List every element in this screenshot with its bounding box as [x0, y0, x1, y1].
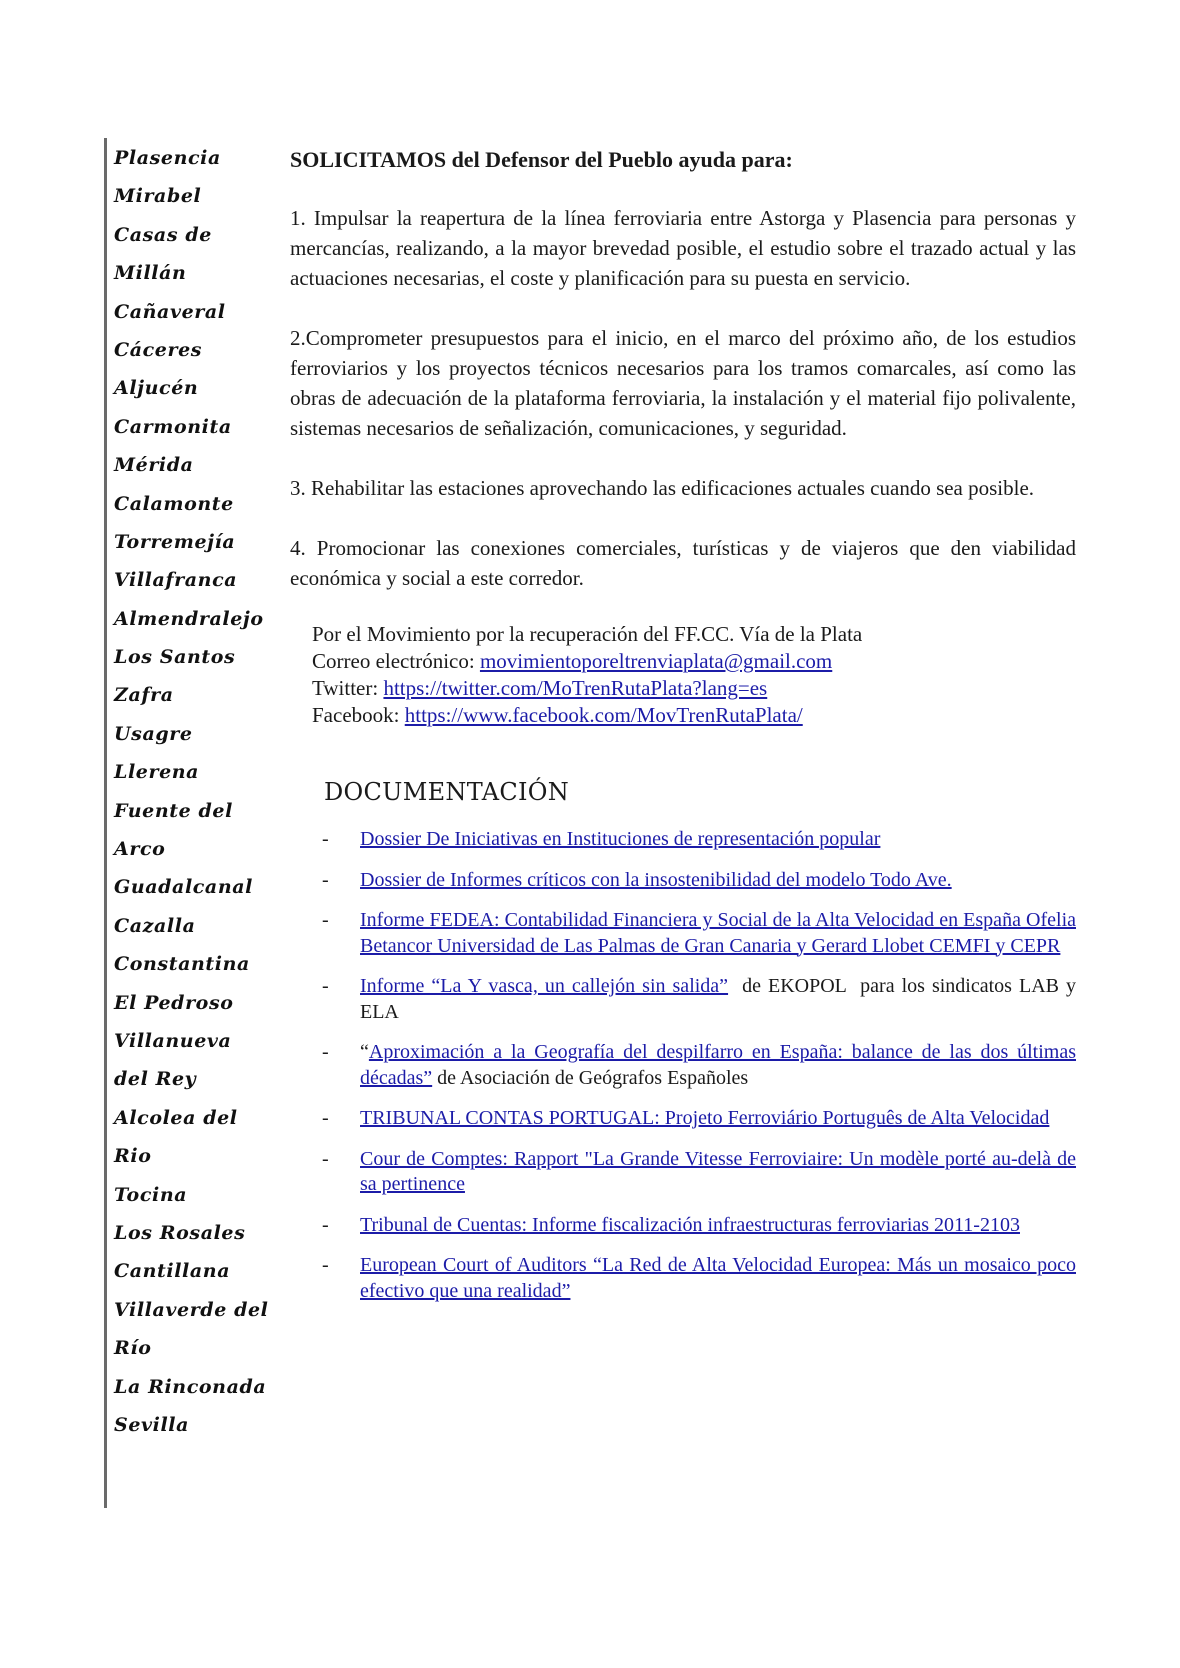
- twitter-line: [312, 675, 1076, 702]
- facebook-link[interactable]: https://www.facebook.com/MovTrenRutaPlata/: [404, 703, 803, 727]
- doc-item: [322, 1213, 1076, 1239]
- twitter-link[interactable]: https://twitter.com/MoTrenRutaPlata?lang=es: [383, 676, 768, 700]
- station-name: Río: [114, 1337, 152, 1360]
- left-vertical-rule: [104, 138, 107, 1508]
- station-name: Plasencia: [114, 147, 221, 169]
- doc-item: [322, 1253, 1076, 1304]
- doc-link[interactable]: Aproximación a la Geografía del despilfarro en España: balance de las dos últimas décadas”: [360, 1041, 1076, 1089]
- dash-bullet-icon: -: [322, 909, 329, 931]
- station-name: Villaverde del: [114, 1298, 269, 1321]
- station-name: Rio: [114, 1145, 152, 1168]
- dash-bullet-icon: -: [322, 975, 329, 997]
- dash-bullet-icon: -: [322, 1147, 329, 1170]
- station-name: Aljucén: [114, 377, 199, 400]
- doc-item: [322, 868, 1076, 894]
- station-name: Zafra: [114, 684, 174, 707]
- doc-link[interactable]: Tribunal de Cuentas: Informe fiscalización infraestructuras ferroviarias 2011-2103: [360, 1213, 1020, 1236]
- dash-bullet-icon: -: [322, 828, 329, 850]
- doc-suffix: de Asociación de Geógrafos Españoles: [432, 1066, 749, 1089]
- station-name: Villafranca: [114, 569, 238, 592]
- station-name: Cazalla: [114, 914, 196, 937]
- email-line: [312, 648, 1076, 675]
- station-name: Carmonita: [114, 415, 232, 438]
- contact-block: [312, 621, 1076, 729]
- station-name: Fuente del: [114, 799, 233, 822]
- dash-bullet-icon: -: [322, 1254, 329, 1276]
- station-name: Llerena: [114, 761, 200, 784]
- station-name: Villanueva: [114, 1029, 232, 1052]
- request-item-1: 1. Impulsar la reapertura de la línea ferroviaria entre Astorga y Plasencia para personas y mercancías, realizando, a la mayor brevedad posible, el estudio sobre el trazado actual y las actuaciones necesarias, el coste y planificación para su puesta en servicio.: [290, 206, 1076, 290]
- doc-link[interactable]: Dossier de Informes críticos con la insostenibilidad del modelo Todo Ave.: [360, 868, 952, 891]
- documentation-title: DOCUMENTACIÓN: [324, 778, 570, 806]
- request-item-2: 2.Comprometer presupuestos para el inicio, en el marco del próximo año, de los estudios ferroviarios y los proyectos técnicos necesarios para los tramos comarcales, así como las obras de adecuación de la plataforma ferroviaria, la instalación y el material fijo polivalente, sistemas necesarios de señalización, comunicaciones, y seguridad.: [290, 326, 1076, 440]
- station-name: Casas de: [114, 223, 212, 246]
- doc-link[interactable]: Informe “La Y vasca, un callejón sin salida”: [360, 975, 729, 997]
- station-name: Mérida: [114, 454, 194, 477]
- facebook-line: [312, 702, 1076, 729]
- station-name: El Pedroso: [114, 991, 234, 1014]
- doc-item: [322, 974, 1081, 1025]
- dash-bullet-icon: -: [322, 1107, 329, 1129]
- station-name: Torremejía: [114, 530, 236, 553]
- station-name: Guadalcanal: [114, 876, 253, 899]
- dash-bullet-icon: -: [322, 868, 329, 891]
- station-name: Sevilla: [114, 1413, 190, 1436]
- main-content: [290, 145, 1081, 1319]
- doc-link[interactable]: TRIBUNAL CONTAS PORTUGAL: Projeto Ferroviário Português de Alta Velocidad: [360, 1107, 1050, 1129]
- twitter-label: Twitter:: [312, 676, 384, 700]
- documentation-list: [322, 827, 1081, 1304]
- station-list: [114, 139, 284, 1444]
- request-item-4: 4. Promocionar las conexiones comerciales, turísticas y de viajeros que den viabilidad económica y social a este corredor.: [290, 536, 1076, 590]
- dash-bullet-icon: -: [322, 1213, 329, 1236]
- facebook-label: Facebook:: [312, 703, 405, 727]
- station-name: del Rey: [114, 1068, 197, 1091]
- doc-link[interactable]: Cour de Comptes: Rapport "La Grande Vitesse Ferroviaire: Un modèle porté au-delà de sa pertinence: [360, 1147, 1076, 1195]
- station-name: Usagre: [114, 722, 193, 745]
- request-item-3: 3. Rehabilitar las estaciones aprovechando las edificaciones actuales cuando sea posible.: [290, 476, 1035, 500]
- station-name: La Rinconada: [114, 1375, 267, 1398]
- station-name: Millán: [114, 262, 187, 285]
- station-name: Cáceres: [114, 338, 203, 361]
- doc-item: [322, 1106, 1076, 1132]
- doc-item: [322, 827, 1076, 853]
- station-name: Los Rosales: [114, 1221, 246, 1244]
- doc-item: [322, 1147, 1076, 1198]
- signature-line: Por el Movimiento por la recuperación del FF.CC. Vía de la Plata: [312, 622, 863, 646]
- doc-link[interactable]: Informe FEDEA: Contabilidad Financiera y Social de la Alta Velocidad en España Ofelia Betancor Universidad de Las Palmas de Gran Canaria y Gerard Llobet CEMFI y CEPR: [360, 909, 1076, 957]
- station-name: Alcolea del: [114, 1106, 238, 1129]
- doc-link[interactable]: Dossier De Iniciativas en Instituciones de representación popular: [360, 828, 881, 850]
- station-name: Almendralejo: [114, 607, 264, 630]
- station-name: Arco: [114, 838, 166, 861]
- station-name: Tocina: [114, 1183, 188, 1206]
- station-name: Calamonte: [114, 492, 234, 515]
- doc-suffix: de EKOPOL para los sindicatos LAB y ELA: [360, 975, 1081, 1023]
- request-heading: SOLICITAMOS del Defensor del Pueblo ayuda para:: [290, 147, 793, 172]
- email-link[interactable]: movimientoporeltrenviaplata@gmail.com: [479, 649, 833, 673]
- station-name: Constantina: [114, 953, 250, 976]
- station-name: Mirabel: [114, 185, 202, 208]
- doc-prefix: “: [360, 1041, 369, 1063]
- station-name: Los Santos: [114, 646, 236, 669]
- doc-item: [322, 1040, 1076, 1091]
- station-name: Cañaveral: [114, 300, 226, 323]
- email-label: Correo electrónico:: [312, 649, 480, 673]
- dash-bullet-icon: -: [322, 1041, 329, 1063]
- station-name: Cantillana: [114, 1260, 231, 1283]
- doc-link[interactable]: European Court of Auditors “La Red de Alta Velocidad Europea: Más un mosaico poco efectivo que una realidad”: [360, 1254, 1076, 1302]
- doc-item: [322, 908, 1076, 959]
